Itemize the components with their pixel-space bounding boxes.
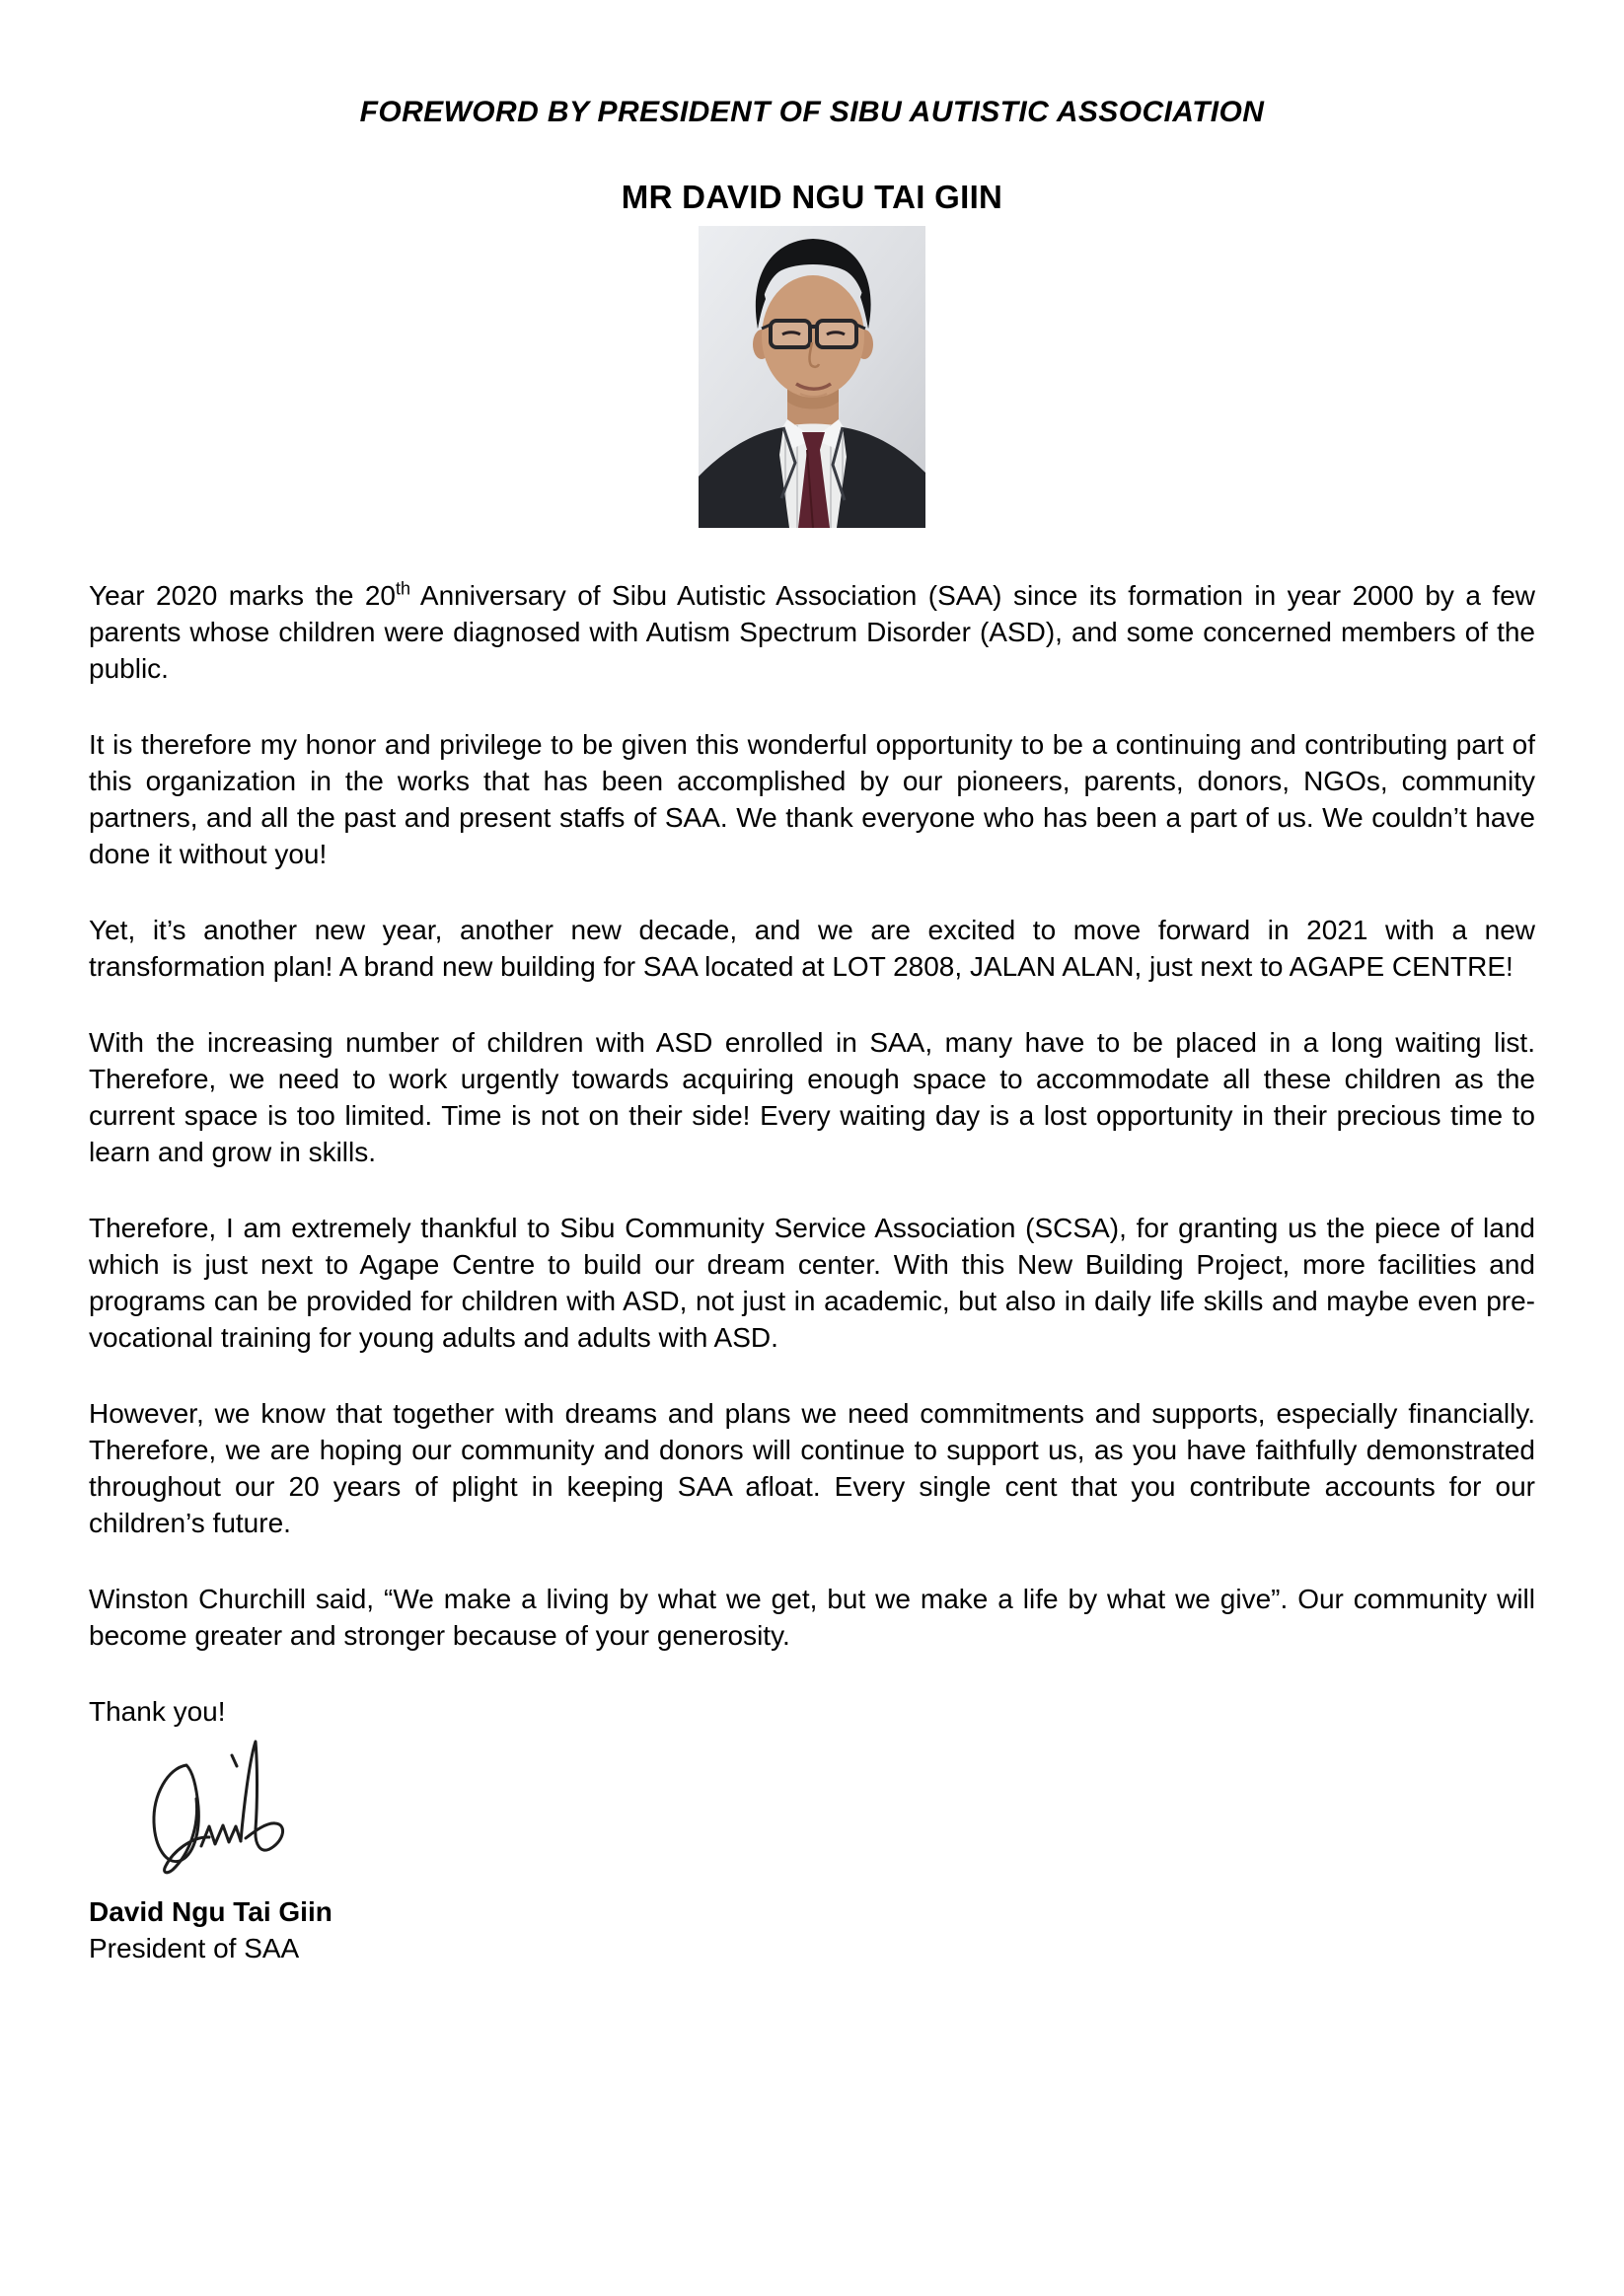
signature-image — [140, 1736, 313, 1886]
document-title: FOREWORD BY PRESIDENT OF SIBU AUTISTIC ASSOCIATION — [359, 96, 1265, 128]
thank-you-text: Thank you! — [89, 1696, 226, 1727]
foreword-body — [89, 577, 1535, 1654]
foreword-paragraph-4: With the increasing number of children with ASD enrolled in SAA, many have to be placed in a long waiting list. Therefore, we need to work urgently towards acquiring enough space to accommodate all these children as the current space is too limited. Time is not on their side! Every waiting day is a lost opportunity in their precious time to learn and grow in skills. — [89, 1027, 1535, 1167]
foreword-paragraph-1 — [89, 577, 1535, 687]
foreword-paragraph-3: Yet, it’s another new year, another new decade, and we are excited to move forward in 2021 with a new transformation plan! A brand new building for SAA located at LOT 2808, JALAN ALAN, just next to AGAPE CENTRE! — [89, 915, 1535, 982]
portrait-image — [699, 226, 925, 528]
foreword-paragraph-7: Winston Churchill said, “We make a living by what we get, but we make a life by what we give”. Our community will become greater and stronger because of your generosity. — [89, 1584, 1535, 1651]
foreword-paragraph-2: It is therefore my honor and privilege to be given this wonderful opportunity to be a continuing and contributing part of this organization in the works that has been accomplished by our pioneers, parents, donors, NGOs, community partners, and all the past and present staffs of SAA. We thank everyone who has been a part of us. We couldn’t have done it without you! — [89, 729, 1535, 869]
president-name-heading: MR DAVID NGU TAI GIIN — [621, 179, 1003, 215]
foreword-paragraph-5: Therefore, I am extremely thankful to Sibu Community Service Association (SCSA), for granting us the piece of land which is just next to Agape Centre to build our dream center. With this New Building Project, more facilities and programs can be provided for children with ASD, not just in academic, but also in daily life skills and maybe even pre-vocational training for young adults and adults with ASD. — [89, 1213, 1535, 1353]
superscript-th: th — [396, 578, 411, 599]
signer-role: President of SAA — [89, 1933, 300, 1963]
paragraph-text: Anniversary of Sibu Autistic Association (SAA) since its formation in year 2000 by a few parents whose children were diagnosed with Autism Spectrum Disorder (ASD), and some concerned members of the public. — [89, 580, 1535, 684]
president-photo — [699, 226, 925, 528]
foreword-paragraph-6: However, we know that together with dreams and plans we need commitments and supports, especially financially. Therefore, we are hoping our community and donors will continue to support us, as you have faithfully demonstrated throughout our 20 years of plight in keeping SAA afloat. Every single cent that you contribute accounts for our children’s future. — [89, 1398, 1535, 1538]
paragraph-text: Year 2020 marks the 20 — [89, 580, 396, 611]
signer-name: David Ngu Tai Giin — [89, 1896, 332, 1927]
signature-strokes — [140, 1736, 313, 1886]
